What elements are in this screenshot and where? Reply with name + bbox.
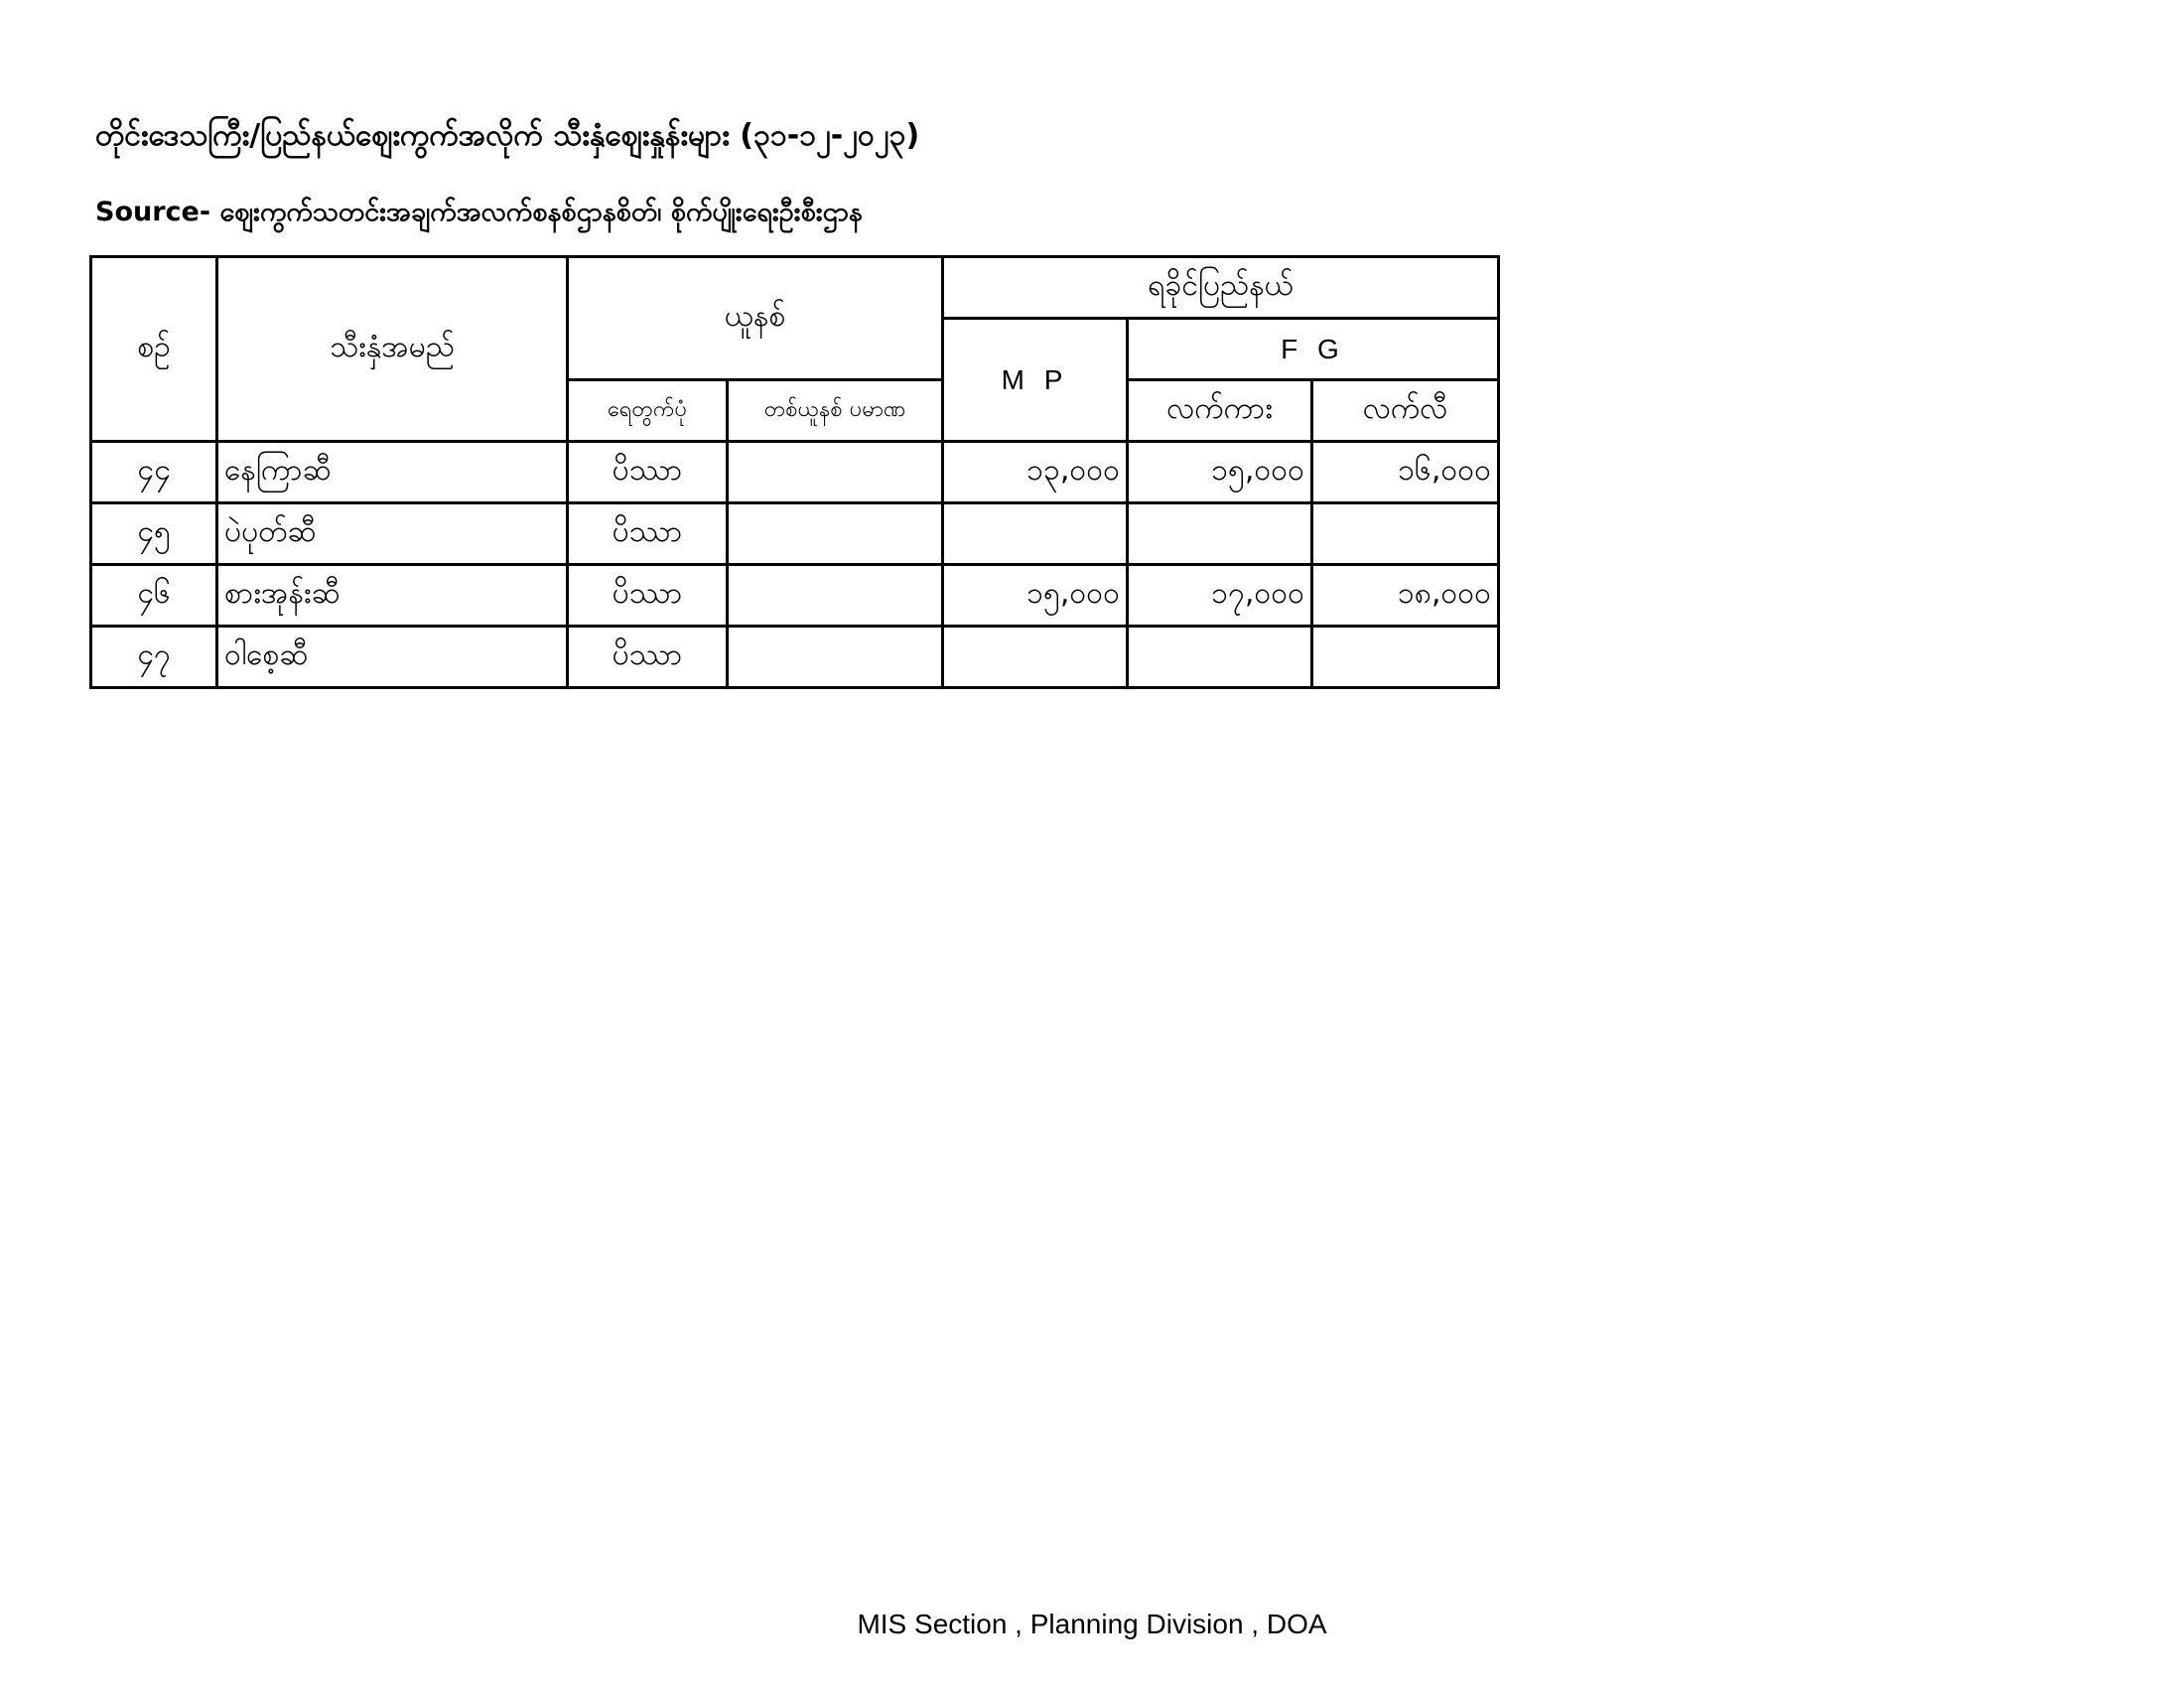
header-retail: လက်လီ <box>1312 380 1499 442</box>
header-unit: ယူနစ် <box>568 257 943 380</box>
crop-name: ပဲပုတ်ဆီ <box>217 503 568 565</box>
quantity-cell <box>728 442 943 503</box>
crop-name: စားအုန်းဆီ <box>217 565 568 627</box>
quantity-cell <box>728 565 943 627</box>
header-mp: M P <box>943 319 1128 442</box>
row-number: ၄၇ <box>91 627 217 688</box>
header-unit-market: ရေတွက်ပုံ <box>568 380 728 442</box>
quantity-cell <box>728 503 943 565</box>
page-footer: MIS Section , Planning Division , DOA <box>857 1609 1327 1639</box>
source-line: Source- ဈေးကွက်သတင်းအချက်အလက်စနစ်ဌာနစိတ်၊ စိုက်ပျိုးရေးဦးစီးဌာန <box>95 197 863 227</box>
wholesale-price <box>1128 503 1312 565</box>
price-table <box>89 255 1500 689</box>
header-region: ရခိုင်ပြည်နယ် <box>943 257 1499 319</box>
unit-cell: ပိဿာ <box>568 627 728 688</box>
table-row <box>91 442 1499 503</box>
retail-price: ၁၈,၀၀၀ <box>1312 565 1499 627</box>
wholesale-price <box>1128 627 1312 688</box>
crop-name: ဝါစေ့ဆီ <box>217 627 568 688</box>
wholesale-price: ၁၇,၀၀၀ <box>1128 565 1312 627</box>
page-title: တိုင်းဒေသကြီး/ပြည်နယ်ဈေးကွက်အလိုက် သီးနှံဈေးနှုန်းများ (၃၁-၁၂-၂၀၂၃) <box>95 118 920 153</box>
table-row <box>91 503 1499 565</box>
table-row <box>91 565 1499 627</box>
mp-price: ၁၃,၀၀၀ <box>943 442 1128 503</box>
mp-price <box>943 627 1128 688</box>
retail-price: ၁၆,၀၀၀ <box>1312 442 1499 503</box>
header-unit-quantity: တစ်ယူနစ် ပမာဏ <box>728 380 943 442</box>
row-number: ၄၅ <box>91 503 217 565</box>
mp-price <box>943 503 1128 565</box>
header-serial: စဉ် <box>91 257 217 442</box>
crop-name: နေကြာဆီ <box>217 442 568 503</box>
table-row <box>91 627 1499 688</box>
retail-price <box>1312 627 1499 688</box>
unit-cell: ပိဿာ <box>568 442 728 503</box>
row-number: ၄၆ <box>91 565 217 627</box>
header-crop-name: သီးနှံအမည် <box>217 257 568 442</box>
unit-cell: ပိဿာ <box>568 503 728 565</box>
retail-price <box>1312 503 1499 565</box>
wholesale-price: ၁၅,၀၀၀ <box>1128 442 1312 503</box>
quantity-cell <box>728 627 943 688</box>
mp-price: ၁၅,၀၀၀ <box>943 565 1128 627</box>
header-wholesale: လက်ကား <box>1128 380 1312 442</box>
unit-cell: ပိဿာ <box>568 565 728 627</box>
row-number: ၄၄ <box>91 442 217 503</box>
header-fg: F G <box>1128 319 1499 380</box>
